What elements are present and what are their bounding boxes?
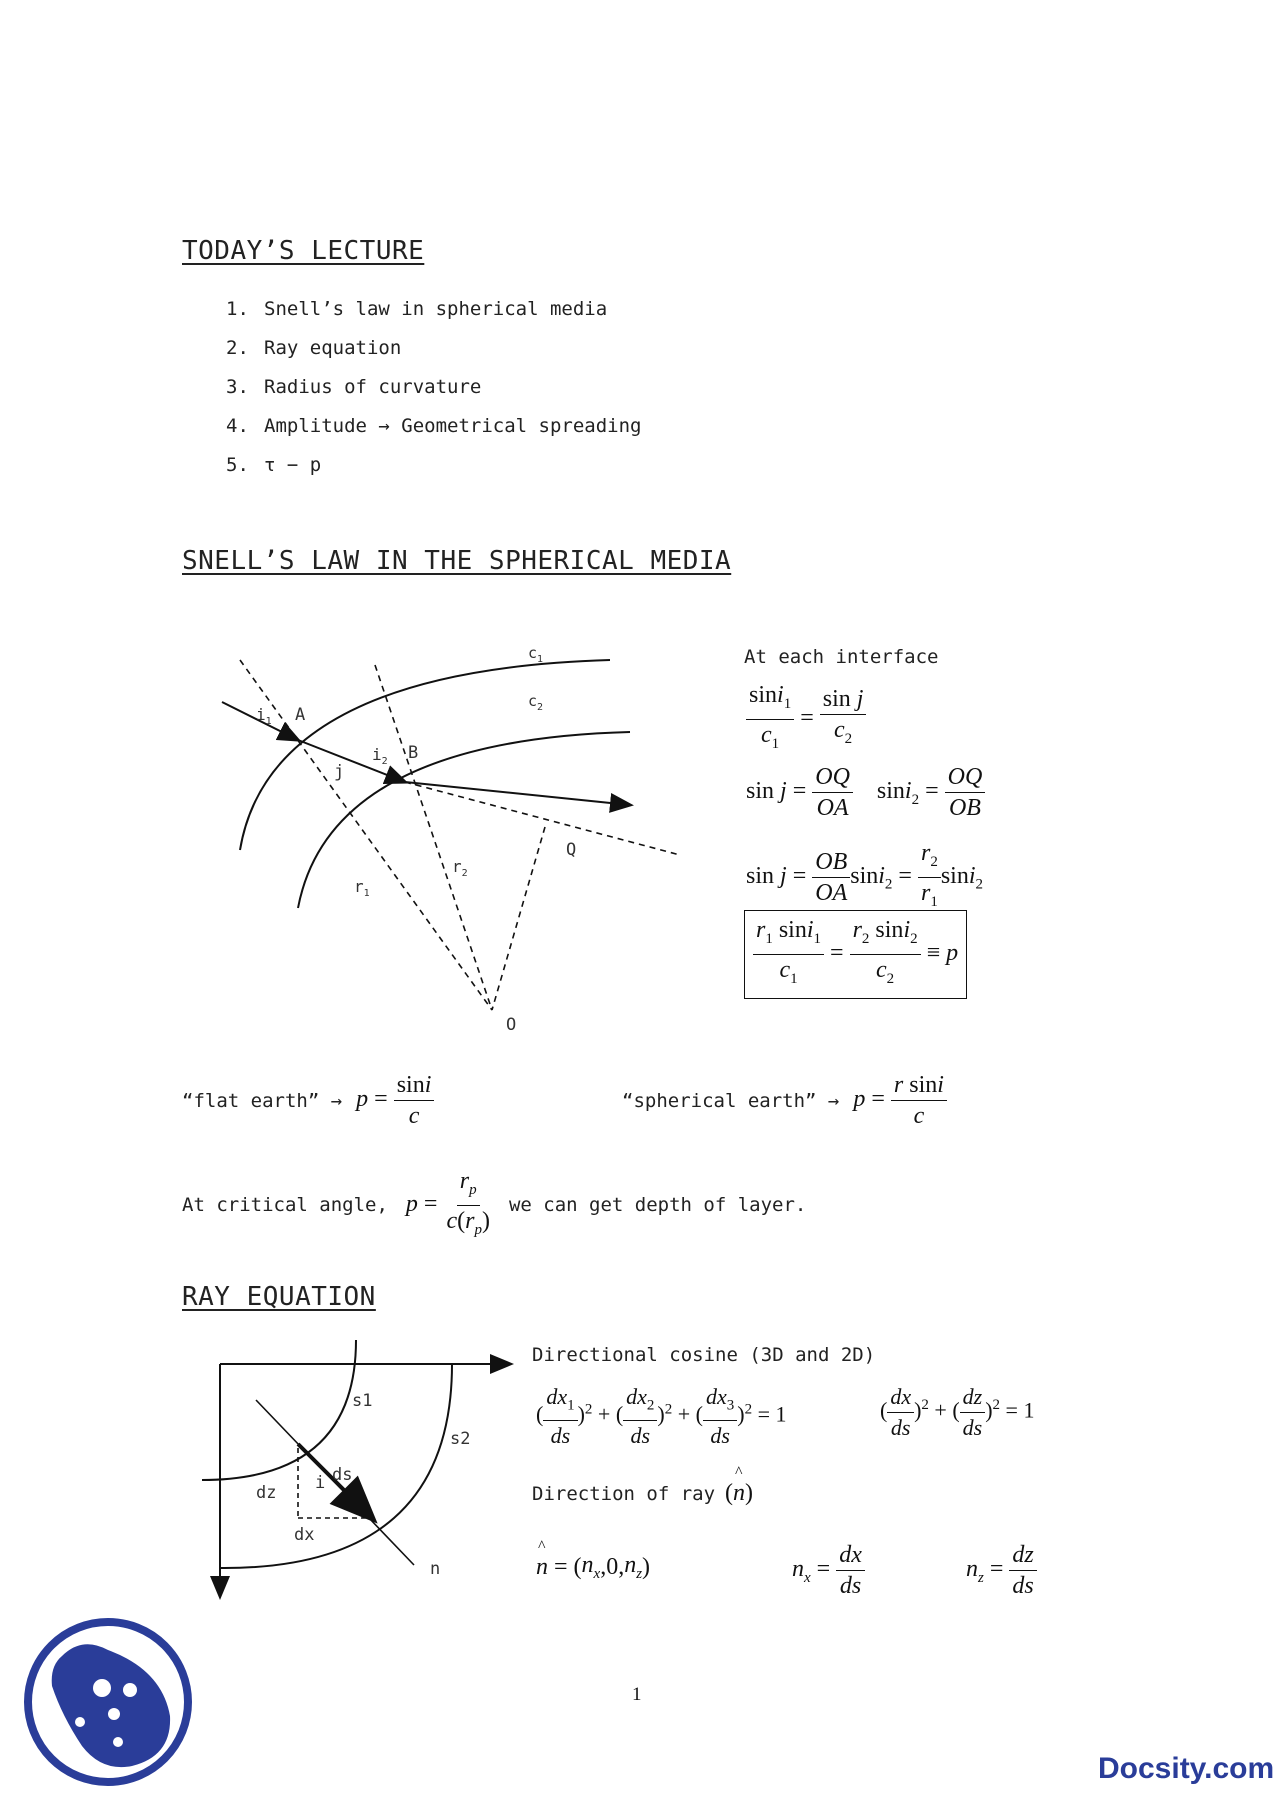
flat-earth-label: “flat earth” → (182, 1089, 343, 1112)
at-each-interface: At each interface (744, 646, 939, 668)
label-dz: dz (256, 1483, 277, 1503)
snell-equation-3: sin j = $\frac{OB}{OA}$ sini$_2$ = $\frac{r_2}{r_1}$ sini$_2$ (746, 840, 983, 910)
label-r1: $r_1$ (354, 877, 370, 899)
label-j: j (334, 762, 345, 782)
label-c2: $c_2$ (528, 692, 544, 713)
list-item: 2. Ray equation (226, 337, 402, 359)
line-OQ (492, 827, 545, 1010)
spherical-earth-label: “spherical earth” → (622, 1089, 840, 1112)
lecture-heading: TODAY’S LECTURE (182, 236, 425, 266)
label-n: n (430, 1559, 441, 1579)
directional-cosine-2d: ( $\frac{dx}{ds}$ )$^2$ + ( $\frac{dz}{ds}$ )$^2$ = 1 (880, 1384, 1035, 1440)
label-r2: $r_2$ (452, 857, 468, 879)
snell-equation-2: sin j = $\frac{OQ}{OA}$ sini$_2$ = $\frac{OQ}{OB}$ (746, 762, 985, 823)
snell-boxed-result: $\frac{r_1 \sin i_1}{c_1}$ = $\frac{r_2 \sin i_2}{c_2}$ ≡ p (744, 910, 967, 999)
label-Q: Q (566, 840, 577, 860)
page-number: 1 (632, 1684, 642, 1705)
snell-equation-1: $\frac{\sin i_1}{c_1}$ = $\frac{\text{sin j}}{c_2}$ (746, 680, 866, 759)
direction-of-ray-label: Direction of ray (532, 1482, 716, 1505)
list-item: 5. τ − p (226, 454, 322, 476)
label-O: O (506, 1015, 517, 1035)
docsity-brand[interactable]: Docsity.com (1098, 1752, 1275, 1785)
lecture-list (226, 298, 642, 493)
ray-refracted (405, 782, 630, 805)
list-item: 1. Snell’s law in spherical media (226, 298, 608, 320)
nz-equation: $n_z$ = $\frac{dz}{ds}$ (966, 1540, 1037, 1601)
extension-line (405, 782, 680, 855)
label-i: i (315, 1473, 326, 1493)
interface-inner (298, 732, 630, 908)
label-s2: s2 (450, 1429, 471, 1449)
label-dx: dx (294, 1525, 315, 1545)
ray-heading: RAY EQUATION (182, 1282, 376, 1312)
flat-earth-row: “flat earth” → p = $\frac{\sin i}{c}$ (182, 1070, 434, 1131)
normal-at-B (375, 665, 492, 1010)
nx-equation: $n_x$ = $\frac{dx}{ds}$ (792, 1540, 865, 1601)
label-i2: $i_2$ (372, 745, 388, 767)
snell-diagram (200, 640, 700, 1040)
label-B: B (408, 743, 419, 763)
directional-cosine-label: Directional cosine (3D and 2D) (532, 1344, 876, 1366)
critical-angle-row: At critical angle, p = $\frac{r_p}{c(r_p)}$ we can get depth of layer. (182, 1168, 807, 1238)
label-ds: ds (332, 1465, 353, 1485)
list-item: 4. Amplitude → Geometrical spreading (226, 415, 642, 437)
label-A: A (295, 705, 306, 725)
label-i1: $i_1$ (256, 705, 272, 727)
list-item: 3. Radius of curvature (226, 376, 482, 398)
direction-of-ray-row: Direction of ray ( ^ n) (532, 1464, 754, 1506)
spherical-earth-row: “spherical earth” → p = $\frac{\text{r sini}}{c}$ (622, 1070, 947, 1131)
snell-heading: SNELL’S LAW IN THE SPHERICAL MEDIA (182, 546, 732, 576)
label-c1: $c_1$ (528, 644, 544, 665)
wavefront-s1 (202, 1340, 356, 1480)
directional-cosine-3d: ( $\frac{dx_1}{ds}$ )$^2$ + ( $\frac{dx_2}{ds}$ )$^2$ + ( $\frac{dx_3}{ds}$ )$^2$ = 1 (536, 1384, 787, 1449)
critical-angle-label: At critical angle, (182, 1194, 388, 1217)
label-s1: s1 (352, 1391, 373, 1411)
critical-angle-note: we can get depth of layer. (508, 1194, 807, 1217)
ray-diagram (196, 1340, 526, 1610)
docsity-logo-icon (22, 1616, 194, 1788)
unit-normal-eq: ^ n = ( $n_x$ ,0, $n_z$ ) (536, 1537, 651, 1582)
ray-segment-AB (298, 740, 405, 782)
normal-at-A (240, 660, 492, 1010)
